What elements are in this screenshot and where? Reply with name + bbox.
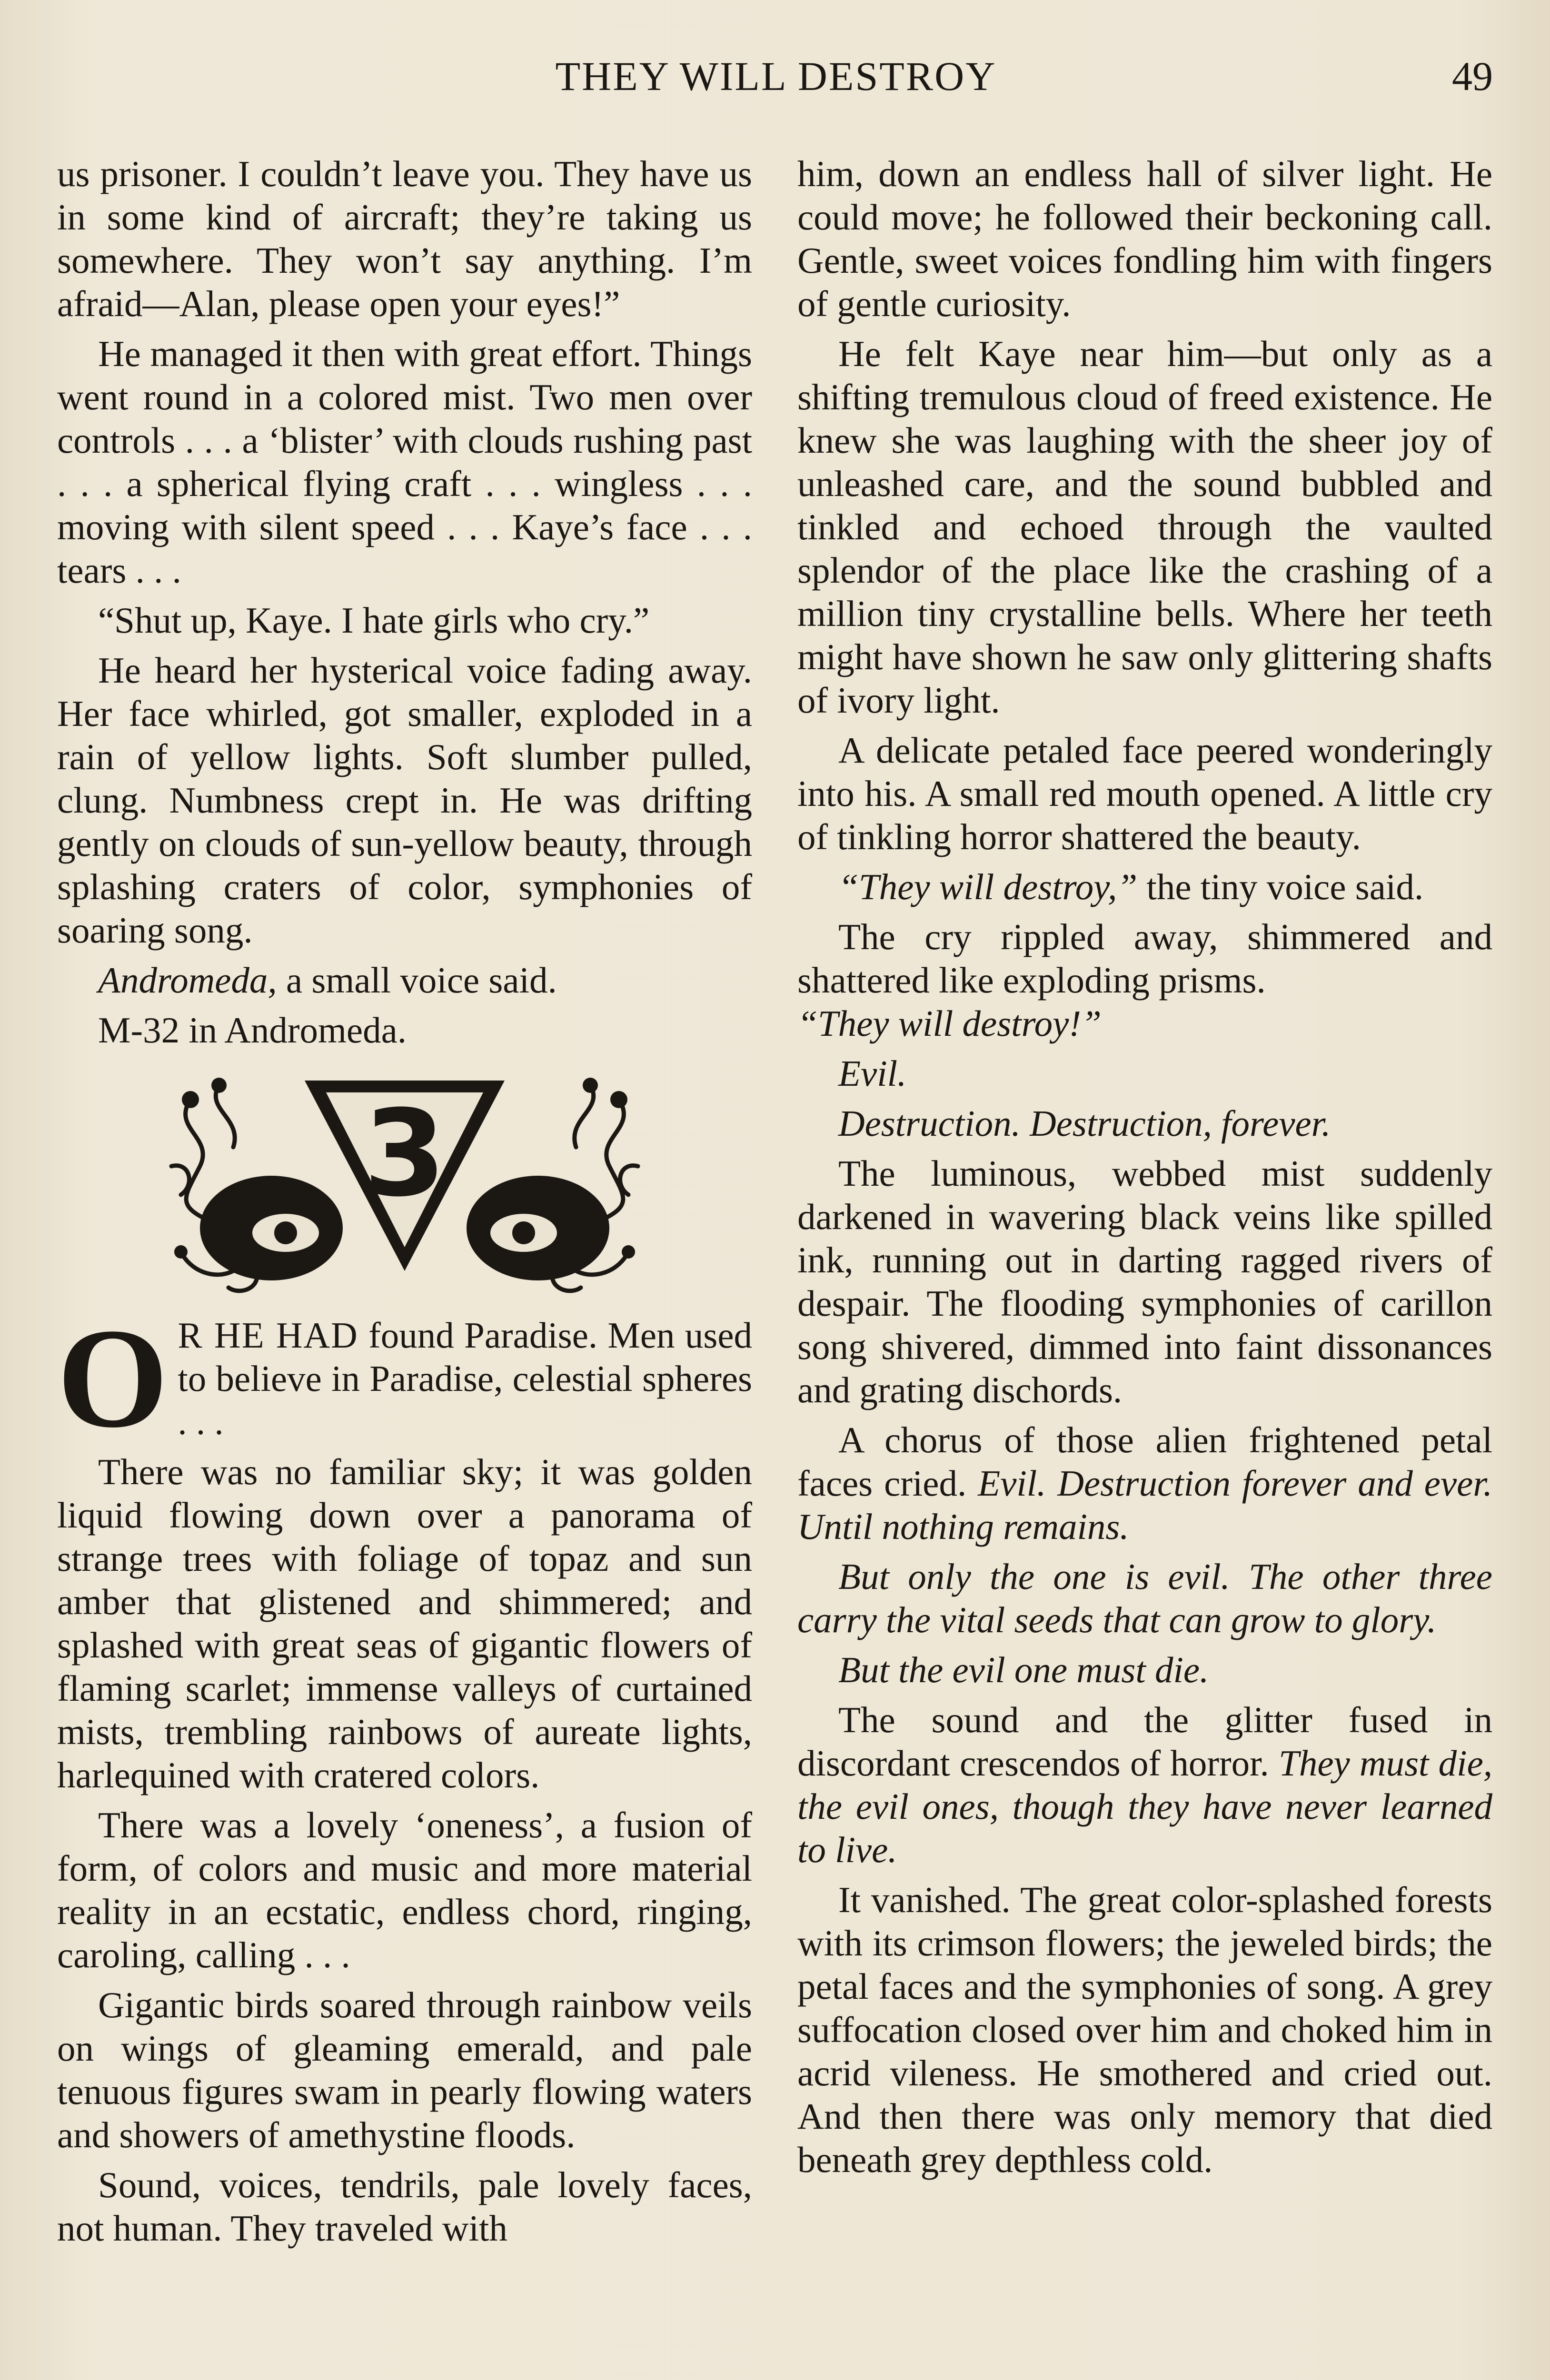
paragraph-andromeda [57, 959, 752, 1002]
paragraph: He managed it then with great effort. Things went round in a colored mist. Two men over controls . . . a ‘blister’ with clouds rushing past . . . a spherical flying craft . . . wingless . . . moving with silent speed . . . Kaye’s face . . . tears . . . [57, 333, 752, 591]
paragraph: The luminous, webbed mist suddenly darkened in wavering black veins like spilled ink, running out in darting ragged rivers of despair. The flooding symphonies of carillon song shivered, dimmed into faint dissonances and grating dischords. [797, 1153, 1492, 1410]
paragraph: Sound, voices, tendrils, pale lovely faces, not human. They traveled with [57, 2164, 752, 2249]
paragraph [797, 915, 1492, 1045]
paragraph [797, 865, 1492, 909]
right-column [797, 152, 1492, 2188]
paragraph: But the evil one must die. [838, 1649, 1209, 1690]
opening-rest: found Paradise. Men used to believe in Paradise, celestial spheres . . . [178, 1315, 752, 1442]
section-number: 3 [363, 1084, 446, 1223]
paragraph: Gigantic birds soared through rainbow veils on wings of gleaming emerald, and pale tenuous figures swam in pearly flowing waters and showers of amethystine floods. [57, 1984, 752, 2155]
italic-text: “They will destroy,” [838, 866, 1138, 907]
paragraph: Destruction. Destruction, forever. [838, 1103, 1331, 1144]
paragraph: There was no familiar sky; it was golden liquid flowing down over a panorama of strange trees with foliage of topaz and sun amber that glistened and shimmered; and splashed with great seas of gigantic flowers of flaming scarlet; immense valleys of curtained mists, trembling rainbows of aureate lights, harlequined with cratered colors. [57, 1451, 752, 1795]
paragraph: He felt Kaye near him—but only as a shifting tremulous cloud of freed existence. He knew she was laughing with the sheer joy of unleashed care, and the sound bubbled and tinkled and echoed through the vaulted splendor of the place like the crashing of a million tiny crystalline bells. Where her teeth might have shown he saw only glittering shafts of ivory light. [797, 333, 1492, 721]
drop-cap: O [57, 1299, 169, 1457]
paragraph: Evil. [838, 1053, 907, 1094]
page-header [0, 52, 1550, 109]
paragraph [797, 1698, 1492, 1872]
text: A chorus of those alien frightened petal faces cried. [797, 1419, 1492, 1504]
paragraph: him, down an endless hall of silver light. He could move; he followed their beckoning call. Gentle, sweet voices fondling him with fingers of gentle curiosity. [797, 153, 1492, 324]
paragraph: But only the one is evil. The other three carry the vital seeds that can grow to glory. [797, 1556, 1492, 1640]
paragraph: “Shut up, Kaye. I hate girls who cry.” [98, 600, 650, 641]
text: The cry rippled away, shimmered and shattered like exploding prisms. [797, 916, 1492, 1001]
paragraph: us prisoner. I couldn’t leave you. They have us in some kind of aircraft; they’re taking us somewhere. They won’t say anything. I’m afraid—Alan, please open your eyes!” [57, 153, 752, 324]
left-column [57, 152, 752, 2257]
andromeda-rest: a small voice said. [277, 960, 557, 1001]
paragraph-m32: M-32 in Andromeda. [98, 1010, 407, 1051]
paragraph: He heard her hysterical voice fading away. Her face whirled, got smaller, exploded in a rain of yellow lights. Soft slumber pulled, clung. Numbness crept in. He was drifting gently on clouds of sun-yellow beauty, through splashing craters of color, symphonies of soaring song. [57, 650, 752, 951]
italic-text: “They will destroy!” [797, 1003, 1102, 1044]
opening-smallcaps: R HE HAD [178, 1315, 358, 1356]
italic-text: They must die, the evil ones, though they have never learned to live. [797, 1743, 1492, 1870]
paragraph [797, 1418, 1492, 1548]
paragraph: It vanished. The great color-splashed forests with its crimson flowers; the jeweled birds; the petal faces and the symphonies of song. A grey suffocation closed over him and choked him in acrid vileness. He smothered and cried out. And then there was only memory that died beneath grey depthless cold. [797, 1879, 1492, 2180]
running-head: THEY WILL DESTROY [555, 53, 997, 99]
text: The sound and the glitter fused in discordant crescendos of horror. [797, 1699, 1492, 1784]
opening-paragraph [57, 1299, 752, 1457]
italic-text: Evil. Destruction forever and ever. Until nothing remains. [797, 1463, 1492, 1547]
andromeda-italic: Andromeda, [98, 960, 277, 1001]
paragraph: A delicate petaled face peered wonderingly into his. A small red mouth opened. A little cry of tinkling horror shattered the beauty. [797, 730, 1492, 857]
text: the tiny voice said. [1137, 866, 1424, 907]
paragraph: There was a lovely ‘oneness’, a fusion of form, of colors and music and more material reality in an ecstatic, endless chord, ringing, caroling, calling . . . [57, 1805, 752, 1975]
page-number: 49 [1452, 53, 1493, 99]
section-ornament [162, 1071, 647, 1295]
